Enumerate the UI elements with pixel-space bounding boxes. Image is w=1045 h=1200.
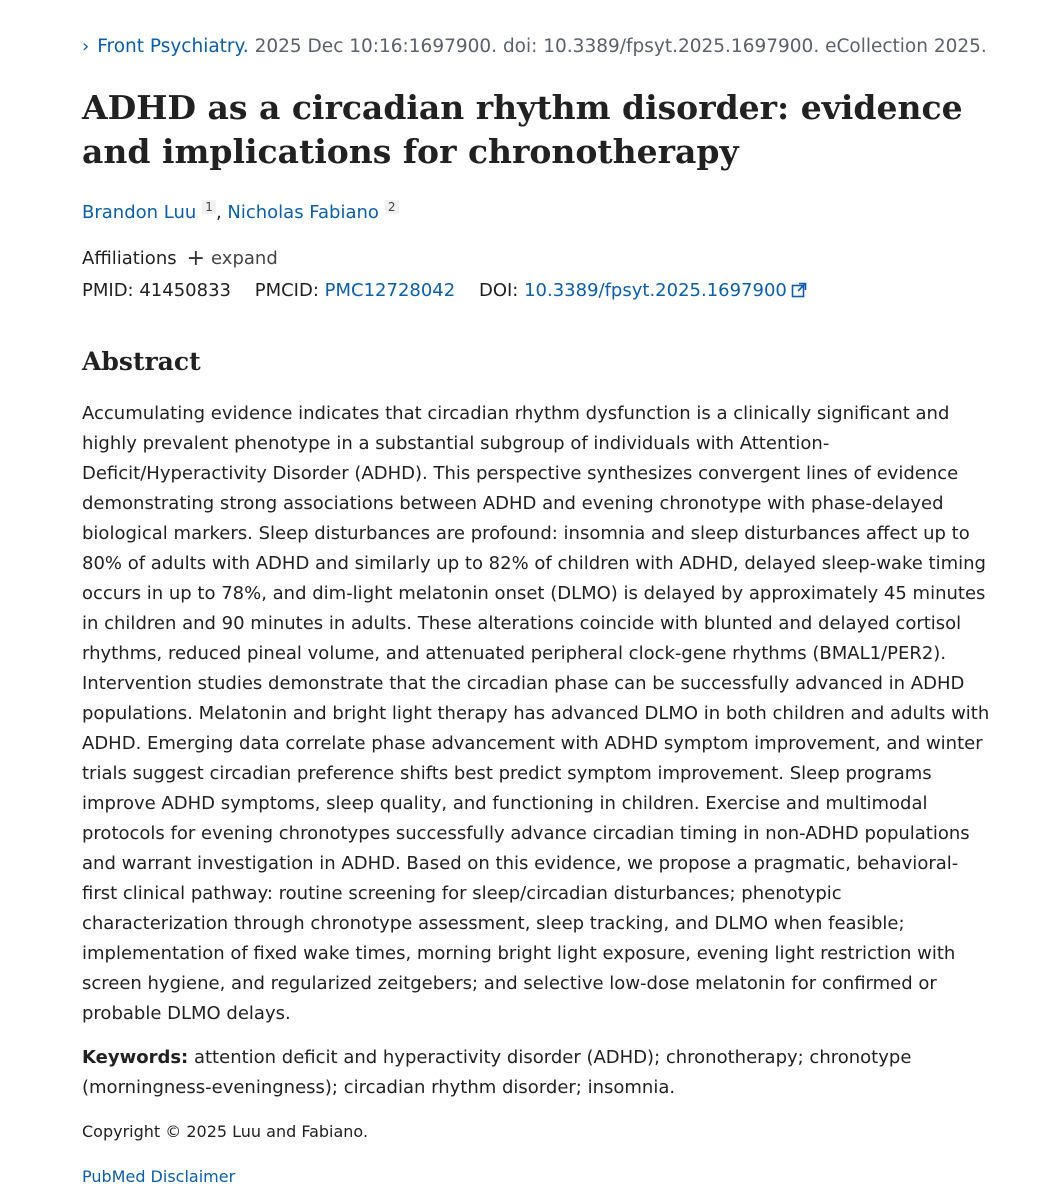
pubmed-disclaimer-link[interactable]: PubMed Disclaimer [82, 1167, 236, 1186]
abstract-text: Accumulating evidence indicates that circadian rhythm dysfunction is a clinically significant and highly prevalent phenotype in a substantial subgroup of individuals with Attention-Deficit/Hyperactivity Disorder (ADHD). This perspective synthesizes convergent lines of evidence demonstrating strong associations between ADHD and evening chronotype with phase-delayed biological markers. Sleep disturbances are profound: insomnia and sleep disturbances affect up to 80% of adults with ADHD and similarly up to 82% of children with ADHD, delayed sleep-wake timing occurs in up to 78%, and dim-light melatonin onset (DLMO) is delayed by approximately 45 minutes in children and 90 minutes in adults. These alterations coincide with blunted and delayed cortisol rhythms, reduced pineal volume, and attenuated peripheral clock-gene rhythms (BMAL1/PER2). Intervention studies demonstrate that the circadian phase can be successfully advanced in ADHD populations. Melatonin and bright light therapy has advanced DLMO in both children and adults with ADHD. Emerging data correlate phase advancement with ADHD symptom improvement, and winter trials suggest circadian preference shifts best predict symptom improvement. Sleep programs improve ADHD symptoms, sleep quality, and functioning in children. Exercise and multimodal protocols for evening chronotypes successfully advance circadian timing in non-ADHD populations and warrant investigation in ADHD. Based on this evidence, we propose a pragmatic, behavioral-first clinical pathway: routine screening for sleep/circadian disturbances; phenotypic characterization through chronotype assessment, sleep tracking, and DLMO when feasible; implementation of fixed wake times, morning bright light exposure, evening light restriction with screen hygiene, and regularized zeitgebers; and selective low-dose melatonin for confirmed or probable DLMO delays. [82, 403, 990, 1024]
author-link-luu[interactable]: Brandon Luu [82, 202, 197, 223]
pmcid-link[interactable]: PMC12728042 [324, 280, 456, 301]
plus-icon[interactable]: + [186, 246, 206, 271]
expand-button[interactable]: expand [211, 248, 278, 269]
pmid-value: 41450833 [139, 280, 231, 301]
citation-details: 2025 Dec 10:16:1697900. doi: 10.3389/fpsyt.2025.1697900. eCollection 2025. [248, 36, 987, 57]
author-list [82, 200, 399, 223]
external-link-icon[interactable] [791, 282, 807, 303]
chevron-right-icon[interactable]: › [82, 36, 90, 57]
keywords-label: Keywords: [82, 1047, 189, 1068]
journal-link[interactable]: Front Psychiatry. [97, 36, 249, 57]
doi-link[interactable]: 10.3389/fpsyt.2025.1697900 [524, 280, 787, 301]
author-separator: , [215, 202, 228, 223]
abstract-heading: Abstract [82, 347, 201, 376]
copyright-notice: Copyright © 2025 Luu and Fabiano. [82, 1122, 369, 1141]
affiliations-label: Affiliations [82, 248, 177, 269]
affiliations-toggle[interactable] [82, 246, 278, 271]
citation-line [82, 36, 987, 57]
affiliation-ref-1[interactable]: 1 [202, 200, 216, 214]
author-link-fabiano[interactable]: Nicholas Fabiano [227, 202, 379, 223]
doi-label: DOI: [478, 280, 519, 301]
identifiers-row [82, 280, 807, 303]
pmcid-label: PMCID: [254, 280, 319, 301]
article-title: ADHD as a circadian rhythm disorder: evidence and implications for chronotherapy [82, 88, 963, 171]
keywords-text: attention deficit and hyperactivity disorder (ADHD); chronotherapy; chronotype (morningness-eveningness); circadian rhythm disorder; insomnia. [82, 1047, 912, 1098]
affiliation-ref-2[interactable]: 2 [385, 200, 399, 214]
pmid-label: PMID: [82, 280, 134, 301]
keywords [82, 1043, 992, 1103]
